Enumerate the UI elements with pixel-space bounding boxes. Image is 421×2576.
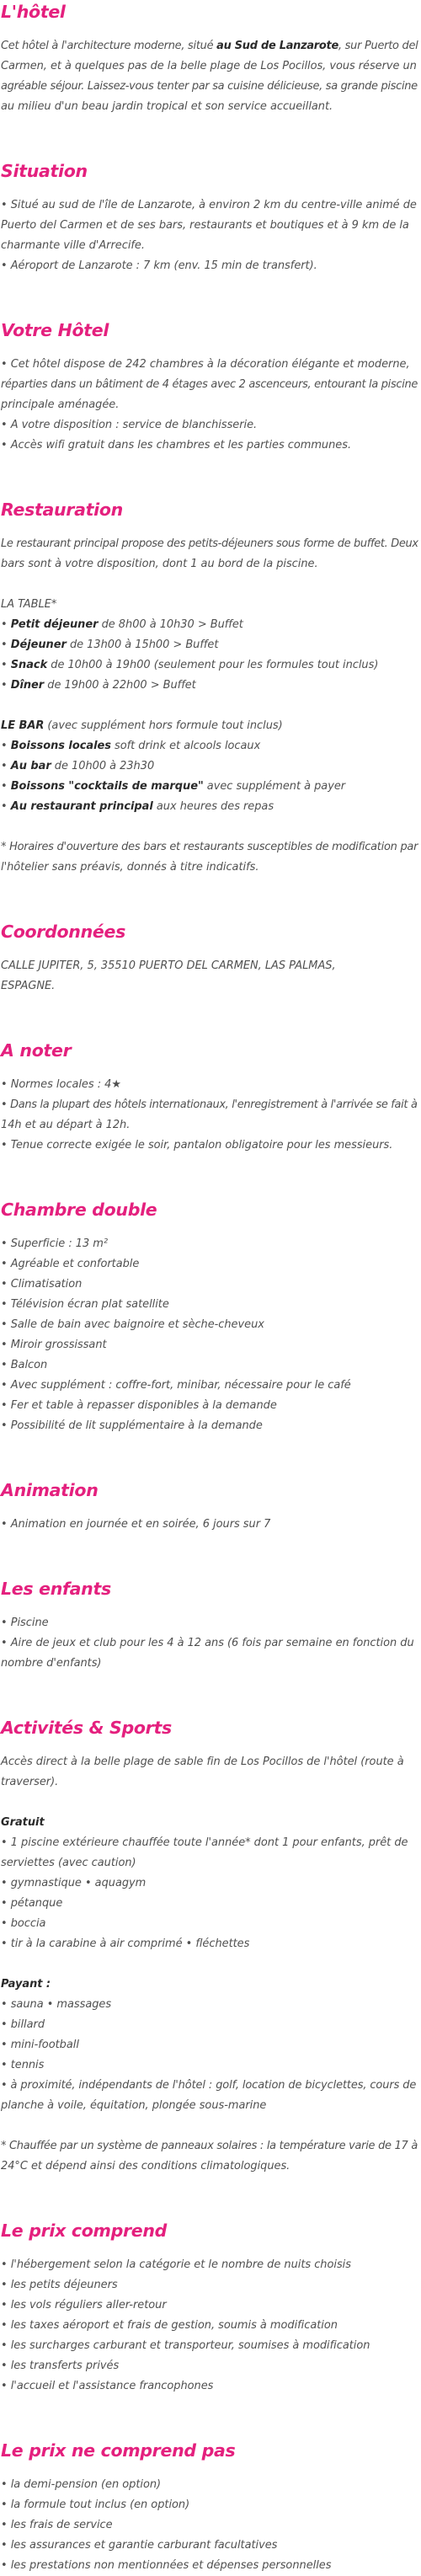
text-line [1,355,420,375]
text-line [1,375,420,395]
paragraph [1,2136,420,2177]
text-run: au milieu d'un beau jardin tropical et son service accueillant. [1,100,333,113]
text-run: • [1,740,11,752]
text-run: CALLE JUPITER, 5, 35510 PUERTO DEL CARMEN, LAS PALMAS, [1,959,336,972]
text-run: • [1,800,11,813]
text-line [1,2376,420,2397]
text-line [1,797,420,817]
text-line [1,195,420,216]
bold-text: Déjeuner [10,639,67,651]
section-title: A noter [1,1040,72,1061]
text-line [1,1095,420,1115]
text-run: de 13h00 à 15h00 > Buffet [66,639,219,651]
section-title: Chambre double [1,1200,157,1220]
paragraph [1,195,420,276]
bold-text: Gratuit [1,1816,45,1829]
title-spacer [1,342,420,355]
section-a-noter [1,1039,420,1156]
bold-text: Boissons locales [10,740,111,752]
text-run: nombre d'enfants) [1,1657,102,1670]
text-line [1,2076,420,2096]
section-spacer [1,117,420,159]
text-line [1,2336,420,2356]
text-run: 24°C et dépend ainsi des conditions climatologiques. [1,2160,290,2172]
section-animation [1,1478,420,1535]
text-run: • les assurances et garantie carburant facultatives [1,2539,278,2552]
text-line [1,36,420,56]
section-spacer [1,1535,420,1577]
text-run: • pétanque [1,1897,63,1910]
text-run: Accès direct à la belle plage de sable fin de Los Pocillos de l'hôtel (route à [1,1756,404,1768]
text-line [1,1894,420,1914]
text-run: de 10h00 à 23h30 [51,760,155,772]
paragraph [1,1075,420,1156]
text-line [1,1075,420,1095]
text-line [1,2536,420,2556]
text-run: • la demi-pension (en option) [1,2478,162,2491]
text-run: • Animation en journée et en soirée, 6 jours sur 7 [1,1518,271,1531]
text-line [1,956,420,976]
text-line [1,2495,420,2515]
bold-text: Boissons "cocktails de marque" [10,780,204,793]
text-run: • gymnastique • aquagym [1,1877,147,1889]
text-line [1,1633,420,1654]
paragraph [1,595,420,696]
section-spacer [1,456,420,498]
section-spacer [1,2397,420,2439]
text-line [1,676,420,696]
text-line [1,1295,420,1315]
text-line [1,2295,420,2316]
text-run: avec supplément à payer [203,780,346,793]
text-run: • tennis [1,2059,45,2071]
text-run: de 19h00 à 22h00 > Buffet [44,679,196,692]
text-run: Puerto del Carmen et de ses bars, restaurants et boutiques et à 9 km de la [1,219,409,232]
text-line [1,1416,420,1436]
section-hotel [1,0,420,117]
text-line [1,2556,420,2576]
paragraph [1,1975,420,2116]
text-line [1,1234,420,1254]
text-line [1,635,420,655]
text-line [1,2156,420,2177]
text-run: • l'hébergement selon la catégorie et le nombre de nuits choisis [1,2258,351,2271]
text-line [1,976,420,997]
text-line [1,2356,420,2376]
text-run: • Balcon [1,1359,48,1371]
text-line [1,1914,420,1934]
text-line [1,77,420,97]
section-chambre-double [1,1198,420,1436]
text-run: ESPAGNE. [1,980,56,992]
text-line [1,2015,420,2035]
section-spacer [1,276,420,318]
text-line [1,1873,420,1894]
text-line [1,216,420,236]
text-run: • les taxes aéroport et frais de gestion, soumis à modification [1,2319,338,2332]
title-spacer [1,1062,420,1075]
text-run: • [1,780,11,793]
text-line [1,2136,420,2156]
text-run: • Tenue correcte exigée le soir, pantalon obligatoire pour les messieurs. [1,1139,393,1152]
paragraph [1,2255,420,2397]
text-line [1,436,420,456]
paragraph [1,534,420,575]
title-spacer [1,1601,420,1613]
text-run: • Miroir grossissant [1,1339,107,1351]
text-line [1,1853,420,1873]
bold-text: Dîner [10,679,45,692]
title-spacer [1,24,420,36]
title-spacer [1,2462,420,2475]
text-line [1,1752,420,1772]
text-run: • les transferts privés [1,2360,120,2372]
text-line [1,415,420,436]
text-run: LA TABLE* [1,598,57,611]
section-title: Activités & Sports [1,1718,172,1738]
text-line [1,1376,420,1396]
section-spacer [1,997,420,1039]
text-run: • [1,659,11,671]
text-run: soft drink et alcools locaux [110,740,261,752]
text-run: • Piscine [1,1617,49,1629]
title-spacer [1,521,420,534]
text-line [1,2255,420,2275]
bold-text: au Sud de Lanzarote [216,40,338,52]
paragraph [1,1515,420,1535]
section-spacer [1,1674,420,1716]
section-title: Situation [1,161,88,181]
text-run: • à proximité, indépendants de l'hôtel : golf, location de bicyclettes, cours de [1,2079,417,2092]
text-run: • Aire de jeux et club pour les 4 à 12 ans (6 fois par semaine en fonction du [1,1637,414,1649]
section-title: Votre Hôtel [1,320,109,340]
paragraph [1,1813,420,1954]
text-run: • Climatisation [1,1278,83,1291]
text-run: charmante ville d'Arrecife. [1,239,145,252]
text-run: • Possibilité de lit supplémentaire à la demande [1,1419,263,1432]
text-run: • tir à la carabine à air comprimé • fléchettes [1,1937,250,1950]
section-spacer [1,1436,420,1478]
paragraph [1,1613,420,1674]
title-spacer [1,1502,420,1515]
paragraph [1,956,420,997]
text-line [1,655,420,676]
text-run: réparties dans un bâtiment de 4 étages avec 2 ascenceurs, entourant la piscine [1,378,418,391]
bold-text: Petit déjeuner [10,618,99,631]
paragraph [1,716,420,817]
text-run: • les petits déjeuners [1,2279,118,2291]
text-line [1,1833,420,1853]
section-activites [1,1716,420,2177]
text-run: agréable séjour. Laissez-vous tenter par sa cuisine délicieuse, sa grande piscine [1,80,418,93]
text-line [1,837,420,858]
paragraph [1,36,420,117]
text-run: Carmen, et à quelques pas de la belle plage de Los Pocillos, vous réserve un [1,60,417,72]
text-line [1,534,420,554]
text-run: • les prestations non mentionnées et dépenses personnelles [1,2559,332,2572]
text-run: • sauna • massages [1,1998,112,2011]
section-votre-hotel [1,318,420,456]
section-situation [1,159,420,276]
text-line [1,554,420,575]
bold-text: Au restaurant principal [10,800,153,813]
title-spacer [1,2242,420,2255]
text-run: Le restaurant principal propose des petits-déjeuners sous forme de buffet. Deux [1,537,418,550]
text-line [1,1772,420,1793]
text-run: aux heures des repas [152,800,274,813]
text-run: de 10h00 à 19h00 (seulement pour les formules tout inclus) [47,659,379,671]
text-line [1,1396,420,1416]
bold-text: Snack [10,659,48,671]
text-line [1,756,420,777]
text-run: • Dans la plupart des hôtels internationaux, l'enregistrement à l'arrivée se fait à [1,1098,418,1111]
text-line [1,1995,420,2015]
text-run: • Aéroport de Lanzarote : 7 km (env. 15 min de transfert). [1,259,317,272]
text-run: de 8h00 à 10h30 > Buffet [98,618,243,631]
text-line [1,1275,420,1295]
text-line [1,256,420,276]
text-run: bars sont à votre disposition, dont 1 au bord de la piscine. [1,558,318,570]
bold-text: Payant : [1,1978,51,1991]
section-spacer [1,1156,420,1198]
text-line [1,2316,420,2336]
text-run: • [1,679,11,692]
text-run: • Salle de bain avec baignoire et sèche-cheveux [1,1318,264,1331]
text-line [1,395,420,415]
text-line [1,2475,420,2495]
text-run: • Agréable et confortable [1,1258,140,1270]
text-line [1,1654,420,1674]
text-line [1,1136,420,1156]
text-run: (avec supplément hors formule tout inclus) [44,719,283,732]
paragraph [1,837,420,878]
text-run: • les vols réguliers aller-retour [1,2299,167,2311]
text-run: • Superficie : 13 m² [1,1237,109,1250]
text-line [1,1613,420,1633]
section-enfants [1,1577,420,1674]
text-run: serviettes (avec caution) [1,1857,136,1869]
bold-text: Au bar [10,760,51,772]
text-run: l'hôtelier sans préavis, donnés à titre indicatifs. [1,861,259,874]
text-run: Cet hôtel à l'architecture moderne, situé [1,40,217,52]
text-run: traverser). [1,1776,59,1788]
paragraph [1,355,420,456]
section-coordonnees [1,920,420,997]
text-line [1,1335,420,1355]
text-line [1,595,420,615]
text-run: • Accès wifi gratuit dans les chambres et les parties communes. [1,439,352,452]
text-line [1,2035,420,2055]
text-line [1,1355,420,1376]
paragraph [1,1234,420,1436]
text-run: • 1 piscine extérieure chauffée toute l'année* dont 1 pour enfants, prêt de [1,1836,408,1849]
section-prix-comprend [1,2219,420,2397]
text-run: • Normes locales : 4★ [1,1078,121,1091]
text-run: • Cet hôtel dispose de 242 chambres à la décoration élégante et moderne, [1,358,410,371]
text-run: • [1,639,11,651]
text-line [1,1254,420,1275]
section-title: Le prix ne comprend pas [1,2440,236,2461]
text-run: • Télévision écran plat satellite [1,1298,169,1311]
section-title: Animation [1,1480,99,1500]
text-line [1,97,420,117]
text-run: • Fer et table à repasser disponibles à la demande [1,1399,277,1412]
text-line [1,2515,420,2536]
text-run: * Horaires d'ouverture des bars et restaurants susceptibles de modification par [1,841,418,853]
text-line [1,858,420,878]
text-run: • billard [1,2018,45,2031]
text-run: principale aménagée. [1,398,120,411]
text-run: planche à voile, équitation, plongée sous-marine [1,2099,267,2112]
text-line [1,2096,420,2116]
text-line [1,1115,420,1136]
title-spacer [1,1740,420,1752]
text-run: • les surcharges carburant et transporteur, soumises à modification [1,2339,370,2352]
text-line [1,1315,420,1335]
text-run: 14h et au départ à 12h. [1,1119,131,1131]
text-run: • l'accueil et l'assistance francophones [1,2380,214,2392]
text-run: • [1,618,11,631]
text-run: • A votre disposition : service de blanchisserie. [1,419,258,431]
text-line [1,1934,420,1954]
paragraph [1,2475,420,2576]
text-run: • la formule tout inclus (en option) [1,2499,190,2511]
text-line [1,1515,420,1535]
title-spacer [1,943,420,956]
section-spacer [1,878,420,920]
text-run: • les frais de service [1,2519,113,2531]
text-run: • [1,760,11,772]
text-line [1,56,420,77]
bold-text: LE BAR [1,719,45,732]
title-spacer [1,183,420,195]
text-line [1,236,420,256]
text-line [1,1813,420,1833]
section-prix-ne-comprend-pas [1,2439,420,2576]
text-run: , sur Puerto del [338,40,418,52]
text-run: * Chauffée par un système de panneaux solaires : la température varie de 17 à [1,2140,418,2152]
text-line [1,1975,420,1995]
section-spacer [1,2177,420,2219]
text-line [1,777,420,797]
text-line [1,615,420,635]
section-title: Les enfants [1,1579,111,1599]
text-line [1,2055,420,2076]
text-run: • mini-football [1,2039,79,2051]
title-spacer [1,1221,420,1234]
text-run: • Situé au sud de l'île de Lanzarote, à environ 2 km du centre-ville animé de [1,199,417,211]
section-title: Le prix comprend [1,2221,168,2241]
section-title: L'hôtel [1,2,66,22]
text-run: • Avec supplément : coffre-fort, minibar, nécessaire pour le café [1,1379,351,1392]
text-line [1,716,420,736]
section-title: Restauration [1,500,123,520]
section-title: Coordonnées [1,922,125,942]
text-run: • boccia [1,1917,46,1930]
section-restauration [1,498,420,878]
text-line [1,2275,420,2295]
text-line [1,736,420,756]
paragraph [1,1752,420,1793]
